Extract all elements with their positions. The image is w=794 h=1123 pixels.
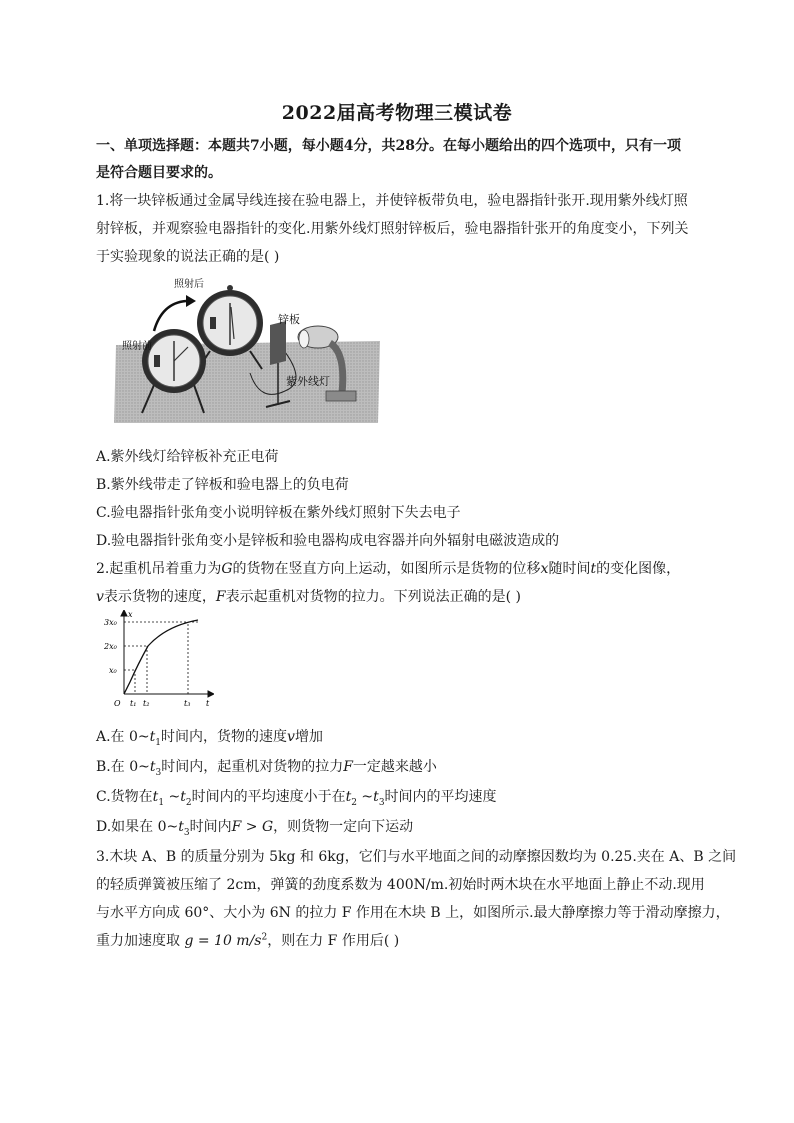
q2-text: 表示货物的速度，: [103, 589, 216, 605]
x-tick-t2: t₂: [143, 699, 150, 708]
q2-var-v: v: [96, 589, 104, 605]
q2-option-a: [96, 726, 323, 748]
q2-text: 时间内，货物的速度: [161, 729, 288, 745]
y-tick-3x0: 3x₀: [104, 618, 117, 627]
q2-var-t: t: [178, 819, 184, 835]
q2-var-t: t: [180, 789, 186, 805]
q2-stem-line2: [96, 586, 521, 606]
q2-var-t: t: [345, 789, 352, 805]
q2-text: 时间内的平均速度小于在: [191, 789, 346, 805]
q2-text: 一定越来越小: [352, 759, 437, 775]
section-heading-line1: 一、单项选择题：本题共7小题，每小题4分，共28分。在每小题给出的四个选项中，只有一项: [96, 138, 681, 154]
q2-sub: 3: [378, 797, 385, 808]
q3-text: 重力加速度取: [96, 933, 185, 949]
q2-option-b: [96, 756, 437, 778]
q2-sub: 1: [155, 737, 162, 748]
q2-sub: 1: [158, 797, 165, 808]
q2-text: D.如果在 0~: [96, 819, 179, 835]
x-axis-label: t: [206, 699, 210, 708]
q1-option-a: A.紫外线灯给锌板补充正电荷: [96, 449, 279, 465]
q2-sub: 3: [183, 827, 190, 838]
q2-text: 的变化图像，: [596, 561, 681, 577]
q2-text: 表示起重机对货物的拉力。下列说法正确的是( ): [225, 589, 522, 605]
q3-sup: 2: [261, 932, 268, 943]
q2-xt-graph: [102, 610, 214, 710]
y-tick-x0: x₀: [109, 666, 117, 675]
q2-sub: 2: [351, 797, 357, 808]
q2-var-t: t: [149, 759, 156, 775]
arrow-icon: [154, 301, 186, 331]
label-before: 照射前: [122, 341, 152, 352]
q2-text: 2.起重机吊着重力为: [96, 561, 222, 577]
q2-var-t: t: [152, 789, 159, 805]
q2-text: 时间内，起重机对货物的拉力: [161, 759, 344, 775]
q2-text: 的货物在竖直方向上运动，如图所示是货物的位移: [232, 561, 541, 577]
q2-var-v: v: [287, 729, 295, 745]
label-after: 照射后: [174, 279, 204, 290]
q2-option-c: [96, 786, 497, 808]
label-zinc: 锌板: [278, 314, 300, 326]
q2-text: ~: [164, 789, 181, 805]
q2-text: ~: [356, 789, 374, 805]
q2-text: 时间内的平均速度: [384, 789, 497, 805]
q2-text: A.在 0~: [96, 729, 150, 745]
q2-var-t: t: [590, 561, 597, 577]
y-tick-2x0: 2x₀: [104, 642, 117, 651]
q2-var-t: t: [373, 789, 379, 805]
q2-sub: 3: [155, 767, 162, 778]
q1-option-d: D.验电器指针张角变小是锌板和验电器构成电容器并向外辐射电磁波造成的: [96, 533, 560, 549]
q1-electroscope-figure: [110, 273, 388, 425]
x-tick-t3: t₃: [184, 699, 191, 708]
y-axis-label: x: [128, 610, 133, 619]
q2-text: 增加: [294, 729, 323, 745]
x-tick-t1: t₁: [130, 699, 137, 708]
q2-text: B.在 0~: [96, 759, 150, 775]
q1-stem-line1: 1.将一块锌板通过金属导线连接在验电器上，并使锌板带负电，验电器指针张开.现用紫外线灯照: [96, 193, 688, 209]
q1-option-b: B.紫外线带走了锌板和验电器上的负电荷: [96, 477, 349, 493]
q2-text: ，则货物一定向下运动: [273, 819, 414, 835]
q2-option-d: [96, 816, 413, 838]
origin-label: O: [114, 699, 121, 708]
q2-var-f: F: [215, 589, 226, 605]
section-heading-line2: 是符合题目要求的。: [96, 165, 222, 181]
q2-condition: F > G: [231, 819, 274, 835]
arrow-head-icon: [186, 295, 196, 307]
q3-stem-line4: [96, 930, 399, 950]
label-lamp: 紫外线灯: [286, 376, 330, 388]
q3-text: ，则在力 F 作用后( ): [267, 933, 400, 949]
q3-stem-line3: 与水平方向成 60°、大小为 6N 的拉力 F 作用在木块 B 上，如图所示.最大静摩擦力等于滑动摩擦力，: [96, 905, 730, 921]
q2-text: 随时间: [548, 561, 591, 577]
q2-text: 时间内: [189, 819, 232, 835]
q2-var-t: t: [149, 729, 156, 745]
q2-var-f: F: [343, 759, 353, 775]
q3-stem-line1: 3.木块 A、B 的质量分别为 5kg 和 6kg，它们与水平地面之间的动摩擦因数均为 0.25.夹在 A、B 之间: [96, 849, 737, 865]
q2-stem-line1: [96, 558, 680, 578]
q3-stem-line2: 的轻质弹簧被压缩了 2cm，弹簧的劲度系数为 400N/m.初始时两木块在水平地面上静止不动.现用: [96, 877, 705, 893]
q2-var-g: G: [221, 561, 233, 577]
q1-stem-line3: 于实验现象的说法正确的是( ): [96, 249, 280, 265]
q3-gravity: g = 10 m/s: [184, 933, 262, 949]
q1-stem-line2: 射锌板，并观察验电器指针的变化.用紫外线灯照射锌板后，验电器指针张开的角度变小，下列关: [96, 221, 689, 237]
page-title: 2022届高考物理三模试卷: [281, 102, 513, 124]
q2-text: C.货物在: [96, 789, 153, 805]
q2-sub: 2: [185, 797, 192, 808]
q1-option-c: C.验电器指针张角变小说明锌板在紫外线灯照射下失去电子: [96, 505, 461, 521]
q2-var-x: x: [540, 561, 549, 577]
